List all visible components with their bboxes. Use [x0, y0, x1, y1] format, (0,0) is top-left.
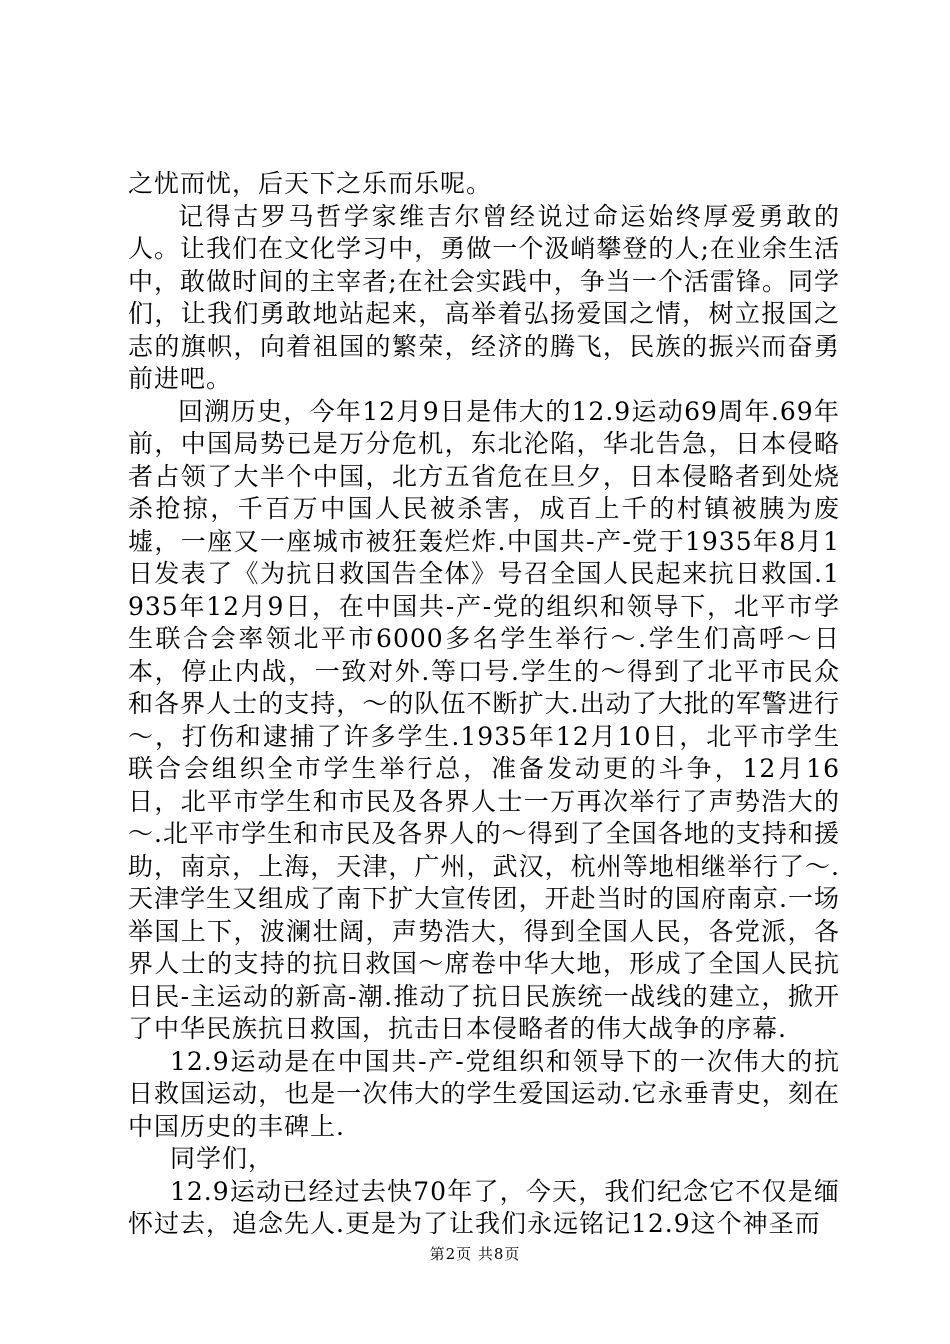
document-body — [128, 168, 840, 1241]
paragraph-greeting: 同学们， — [170, 1144, 275, 1173]
paragraph-courage: 记得古罗马哲学家维吉尔曾经说过命运始终厚爱勇敢的人。让我们在文化学习中，勇做一个汲峭攀登的人;在业余生活中，敢做时间的主宰者;在社会实践中，争当一个活雷锋。同学们，让我们勇敢地站起来，高举着弘扬爱国之情，树立报国之志的旗帜，向着祖国的繁荣，经济的腾飞，民族的振兴而奋勇前进吧。 — [128, 201, 840, 393]
paragraph-remembrance: 12.9运动已经过去快70年了，今天，我们纪念它不仅是缅怀过去，追念先人.更是为了让我们永远铭记12.9这个神圣而 — [128, 1176, 840, 1238]
paragraph-movement: 12.9运动是在中国共-产-党组织和领导下的一次伟大的抗日救国运动，也是一次伟大的学生爱国运动.它永垂青史，刻在中国历史的丰碑上. — [128, 1046, 840, 1141]
paragraph-continuation: 之忧而忧，后天下之乐而乐呢。 — [128, 169, 493, 198]
paragraph-history: 回溯历史，今年12月9日是伟大的12.9运动69周年.69年前，中国局势已是万分危机，东北沦陷，华北告急，日本侵略者占领了大半个中国，北方五省危在旦夕，日本侵略者到处烧杀抢掠，千百万中国人民被杀害，成百上千的村镇被胰为废墟，一座又一座城市被狂轰烂炸.中国共-产-党于1935年8月1日发表了《为抗日救国告全体》号召全国人民起来抗日救国.1935年12月9日，在中国共-产-党的组织和领导下，北平市学生联合会率领北平市6000多名学生举行～.学生们高呼～日本，停止内战，一致对外.等口号.学生的～得到了北平市民众和各界人士的支持，～的队伍不断扩大.出动了大批的军警进行～，打伤和逮捕了许多学生.1935年12月10日，北平市学生联合会组织全市学生举行总，准备发动更的斗争，12月16日，北平市学生和市民及各界人士一万再次举行了声势浩大的～.北平市学生和市民及各界人的～得到了全国各地的支持和援助，南京，上海，天津，广州，武汉，杭州等地相继举行了～.天津学生又组成了南下扩大宣传团，开赴当时的国府南京.一场举国上下，波澜壮阔，声势浩大，得到全国人民，各党派，各界人士的支持的抗日救国～席卷中华大地，形成了全国人民抗日民-主运动的新高-潮.推动了抗日民族统一战线的建立，掀开了中华民族抗日救国，抗击日本侵略者的伟大战争的序幕. — [128, 396, 840, 1043]
page-number-footer: 第2页 共8页 — [429, 1245, 521, 1263]
